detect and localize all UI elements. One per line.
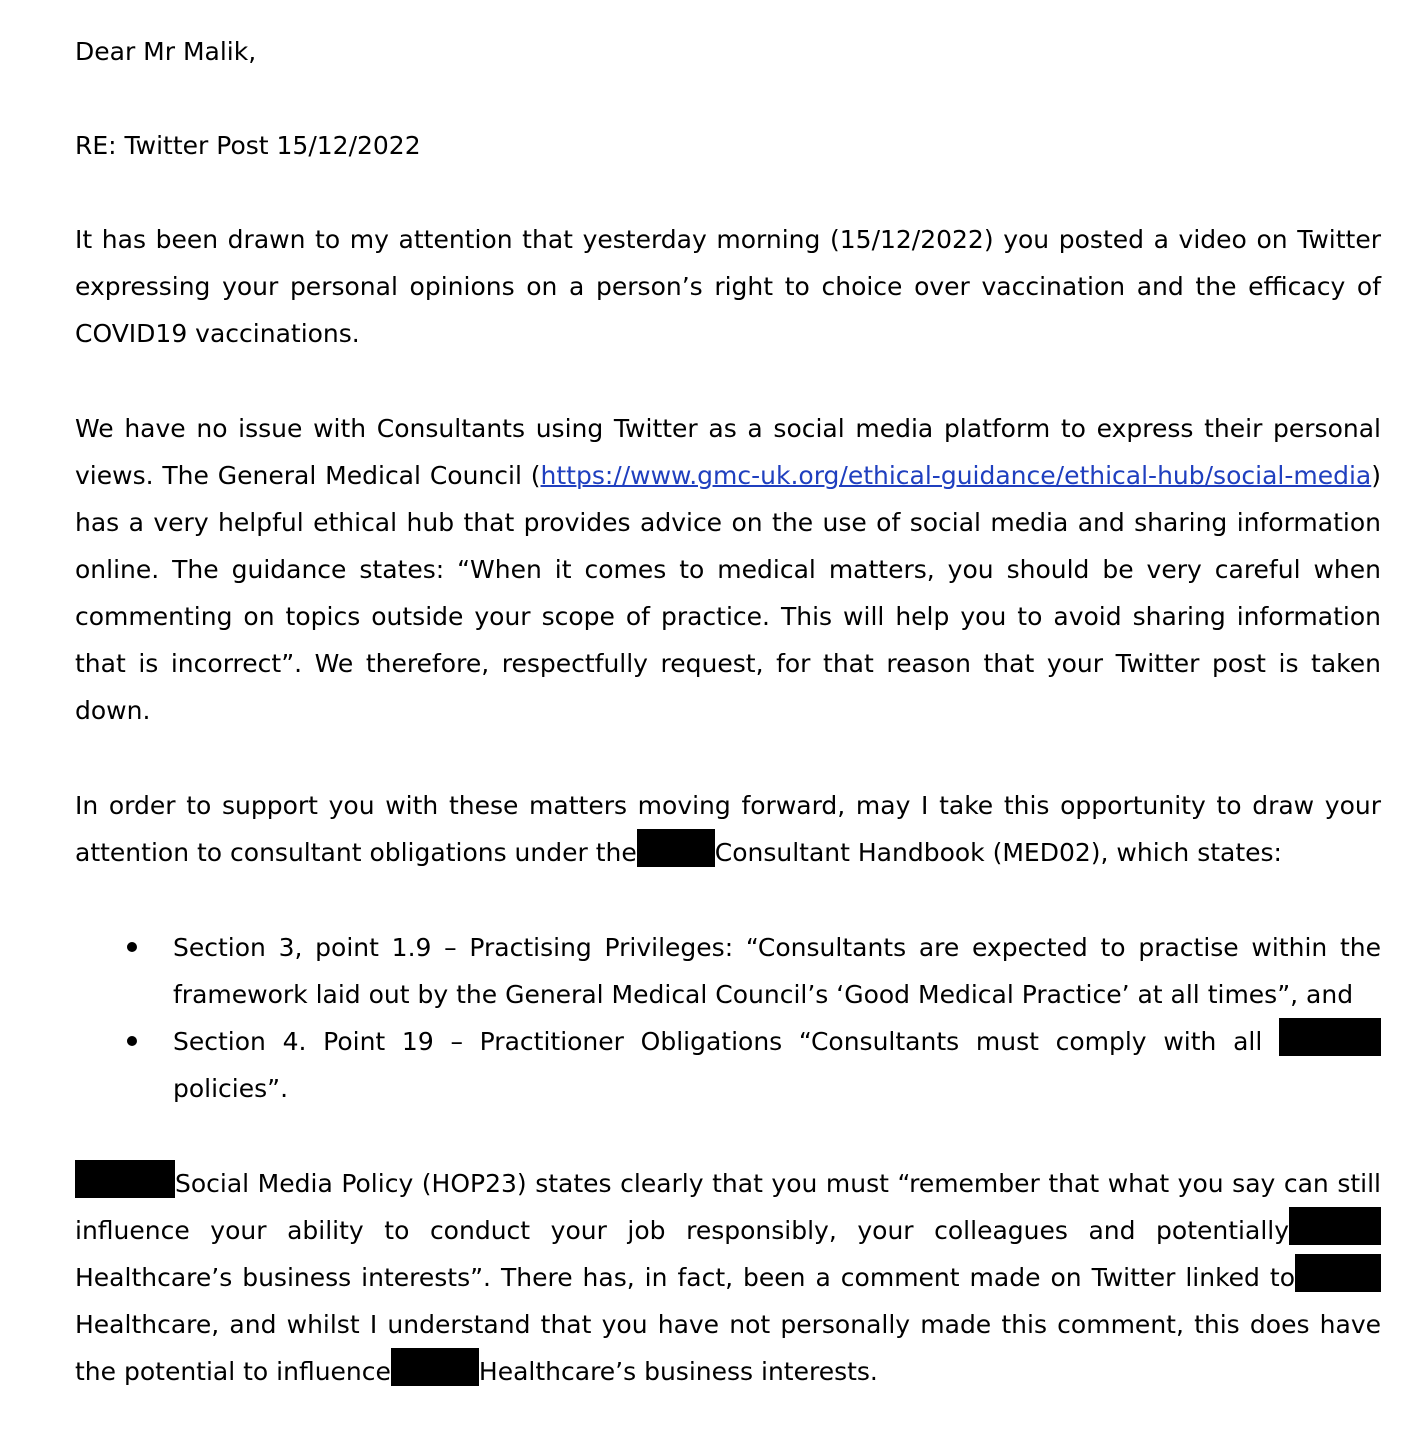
list-item bbox=[75, 1018, 1381, 1112]
paragraph-4-text-d: Healthcare’s business interests. bbox=[478, 1357, 878, 1386]
subject-line: RE: Twitter Post 15/12/2022 bbox=[75, 131, 421, 160]
paragraph-4 bbox=[75, 1160, 1381, 1395]
paragraph-2 bbox=[75, 405, 1381, 734]
bullet-2-text-a: Section 4. Point 19 – Practitioner Obligations “Consultants must comply with all bbox=[173, 1027, 1263, 1056]
list-item bbox=[75, 924, 1381, 1018]
paragraph-1: It has been drawn to my attention that yesterday morning (15/12/2022) you posted a video on Twitter expressing your personal opinions on a person’s right to choice over vaccination and the efficacy of COVID19 vaccinations. bbox=[75, 225, 1381, 348]
paragraph-3-text-a: In order to support you with these matters moving forward, may I take this opportunity to draw your attention to consultant obligations under the bbox=[75, 791, 1381, 867]
paragraph-2-text-a: We have no issue with Consultants using Twitter as a social media platform to express their personal views. The General Medical Council ( bbox=[75, 414, 1381, 490]
gmc-link[interactable]: https://www.gmc-uk.org/ethical-guidance/ethical-hub/social-media bbox=[540, 461, 1372, 490]
redaction-box bbox=[75, 1160, 175, 1198]
paragraph-2-text-b: ) has a very helpful ethical hub that provides advice on the use of social media and sharing information online. The guidance states: “When it comes to medical matters, you should be very careful when commenting on topics outside your scope of practice. This will help you to avoid sharing information that is incorrect”. We therefore, respectfully request, for that reason that your Twitter post is taken down. bbox=[75, 461, 1381, 725]
bullet-2-text-b: policies”. bbox=[173, 1074, 289, 1103]
paragraph-4-text-a: Social Media Policy (HOP23) states clearly that you must “remember that what you say can still influence your ability to conduct your job responsibly, your colleagues and potentially bbox=[75, 1169, 1381, 1245]
redaction-box bbox=[1279, 1018, 1381, 1056]
redaction-box bbox=[391, 1348, 479, 1386]
redaction-box bbox=[637, 829, 715, 867]
redaction-box bbox=[1289, 1207, 1381, 1245]
bullet-1-text: Section 3, point 1.9 – Practising Privileges: “Consultants are expected to practise within the framework laid out by the General Medical Council’s ‘Good Medical Practice’ at all times”, and bbox=[173, 933, 1381, 1009]
bullet-icon bbox=[127, 942, 137, 952]
redaction-box bbox=[1295, 1254, 1381, 1292]
paragraph-3-text-b: Consultant Handbook (MED02), which states: bbox=[714, 838, 1282, 867]
paragraph-4-text-b: Healthcare’s business interests”. There has, in fact, been a comment made on Twitter linked to bbox=[75, 1263, 1295, 1292]
paragraph-3 bbox=[75, 782, 1381, 876]
obligations-list bbox=[75, 924, 1381, 1112]
bullet-icon bbox=[127, 1036, 137, 1046]
salutation: Dear Mr Malik, bbox=[75, 37, 257, 66]
paragraph-4-text-c: Healthcare, and whilst I understand that you have not personally made this comment, this does have the potential to influence bbox=[75, 1310, 1381, 1386]
